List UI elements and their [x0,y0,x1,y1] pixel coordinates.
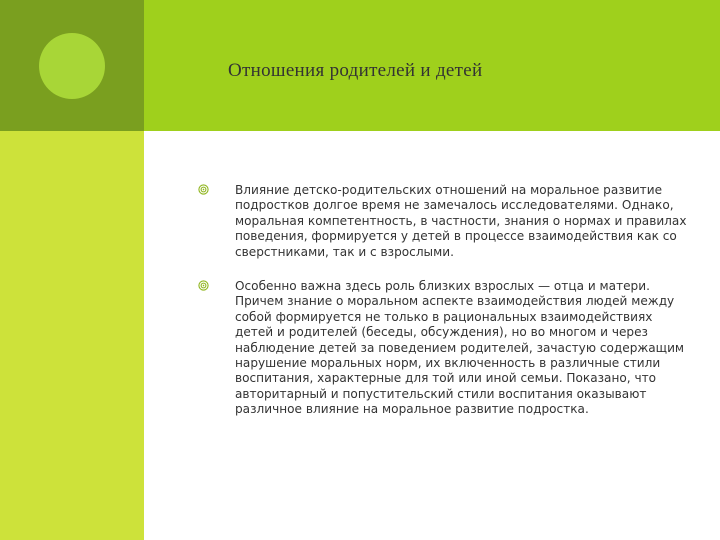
decorative-circle [39,33,105,99]
circle-bullet-icon [198,280,209,291]
bullet-item [190,183,690,260]
bullet-item [190,279,690,418]
circle-bullet-icon [198,184,209,195]
header-dark-block [0,0,144,131]
bullet-text: Особенно важна здесь роль близких взрослых — отца и матери. Причем знание о моральном аспекте взаимодействия людей между собой формируется не только в рациональных взаимодействиях детей и родителей (беседы, обсуждения), но во многом и через наблюдение детей за поведением родителей, зачастую содержащим нарушение моральных норм, их включенность в различные стили воспитания, характерные для той или иной семьи. Показано, что авторитарный и попустительский стили воспитания оказывают различное влияние на моральное развитие подростка. [235,279,685,417]
bullet-text: Влияние детско-родительских отношений на моральное развитие подростков долгое время не замечалось исследователями. Однако, моральная компетентность, в частности, знания о нормах и правилах поведения, формируется у детей в процессе взаимодействия как со сверстниками, так и с взрослыми. [235,183,687,259]
slide-title: Отношения родителей и детей [228,60,483,81]
slide-content [190,183,690,437]
sidebar-block [0,131,144,540]
